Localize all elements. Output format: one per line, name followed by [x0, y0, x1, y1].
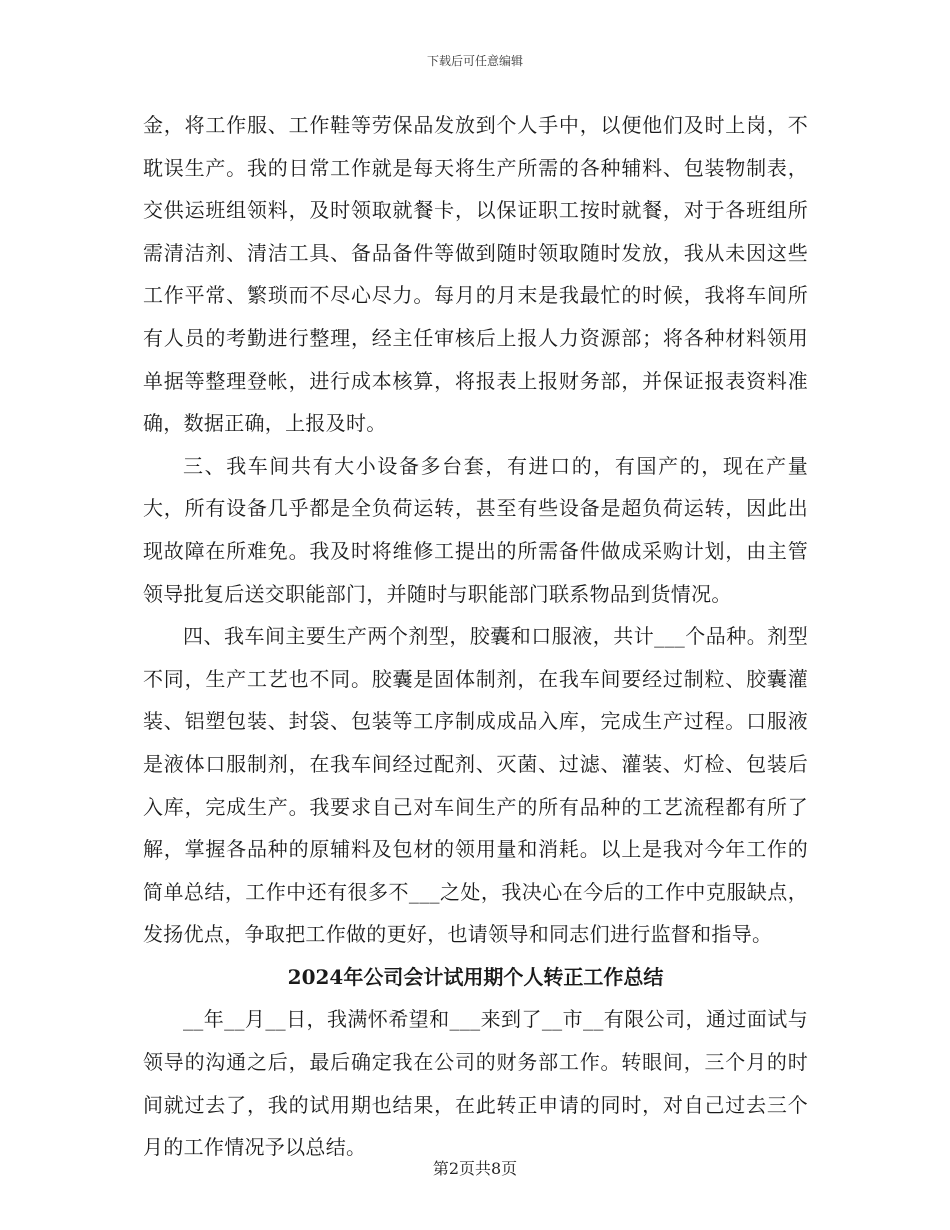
- paragraph-continued: 金，将工作服、工作鞋等劳保品发放到个人手中，以便他们及时上岗，不耽误生产。我的日常工作就是每天将生产所需的各种辅料、包装物制表，交供运班组领料，及时领取就餐卡，以保证职工按时就餐，对于各班组所需清洁剂、清洁工具、备品备件等做到随时领取随时发放，我从未因这些工作平常、繁琐而不尽心尽力。每月的月末是我最忙的时候，我将车间所有人员的考勤进行整理，经主任审核后上报人力资源部；将各种材料领用单据等整理登帐，进行成本核算，将报表上报财务部，并保证报表资料准确，数据正确，上报及时。: [143, 113, 808, 436]
- paragraph-section-four: 四、我车间主要生产两个剂型，胶囊和口服液，共计___个品种。剂型不同，生产工艺也不同。胶囊是固体制剂，在我车间要经过制粒、胶囊灌装、铝塑包装、封袋、包装等工序制成成品入库，完成生产过程。口服液是液体口服制剂，在我车间经过配剂、灭菌、过滤、灌装、灯检、包装后入库，完成生产。我要求自己对车间生产的所有品种的工艺流程都有所了解，掌握各品种的原辅料及包材的领用量和消耗。以上是我对今年工作的简单总结，工作中还有很多不___之处，我决心在今后的工作中克服缺点，发扬优点，争取把工作做的更好，也请领导和同志们进行监督和指导。: [143, 624, 808, 947]
- paragraph-intro: __年__月__日，我满怀希望和___来到了__市__有限公司，通过面试与领导的沟通之后，最后确定我在公司的财务部工作。转眼间，三个月的时间就过去了，我的试用期也结果，在此转正申请的同时，对自己过去三个月的工作情况予以总结。: [143, 1007, 808, 1160]
- page-number: 第2页共8页: [432, 1159, 518, 1178]
- document-title: 2024年公司会计试用期个人转正工作总结: [287, 964, 664, 989]
- document-body: [143, 104, 808, 1169]
- header-note: 下载后可任意编辑: [426, 54, 523, 68]
- paragraph-section-three: 三、我车间共有大小设备多台套，有进口的，有国产的，现在产量大，所有设备几乎都是全负荷运转，甚至有些设备是超负荷运转，因此出现故障在所难免。我及时将维修工提出的所需备件做成采购计划，由主管领导批复后送交职能部门，并随时与职能部门联系物品到货情况。: [143, 453, 808, 606]
